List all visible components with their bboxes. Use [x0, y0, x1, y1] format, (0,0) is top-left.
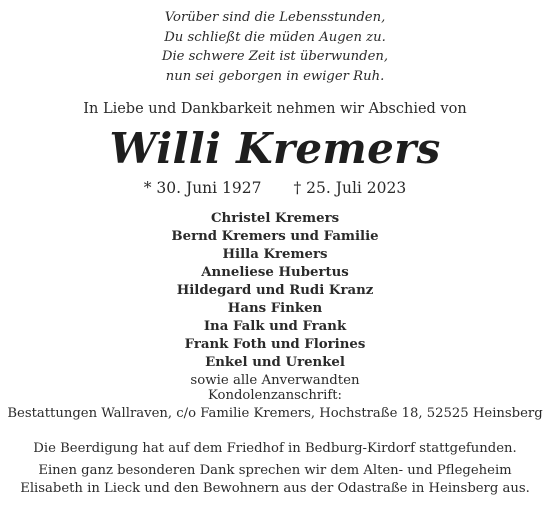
- mourner-name: Christel Kremers: [210, 211, 340, 226]
- memorial-poem: [0, 8, 550, 86]
- mourner-name: Hans Finken: [227, 301, 323, 316]
- condolence-address: Bestattungen Wallraven, c/o Familie Kremers, Hochstraße 18, 52525 Heinsberg: [7, 406, 543, 421]
- poem-line: Du schließt die müden Augen zu.: [164, 29, 386, 45]
- funeral-text: Die Beerdigung hat auf dem Friedhof in Bedburg-Kirdorf stattgefunden.: [33, 441, 517, 456]
- thanks-note: [0, 462, 550, 498]
- thanks-line: Einen ganz besonderen Dank sprechen wir dem Alten- und Pflegeheim: [38, 463, 512, 478]
- poem-line: Vorüber sind die Lebensstunden,: [164, 10, 386, 25]
- thanks-line: Elisabeth in Lieck und den Bewohnern aus der Odastraße in Heinsberg aus.: [20, 481, 530, 496]
- mourner-name: Hildegard und Rudi Kranz: [176, 283, 374, 298]
- life-dates: [0, 178, 550, 198]
- mourner-name: Anneliese Hubertus: [201, 265, 349, 280]
- mourner-name: Frank Foth und Florines: [184, 337, 366, 352]
- deceased-name: Willi Kremers: [109, 124, 441, 173]
- farewell-intro: In Liebe und Dankbarkeit nehmen wir Abschied von: [83, 101, 467, 117]
- condolence-address-block: [0, 387, 550, 423]
- mourner-name: Bernd Kremers und Familie: [171, 229, 379, 244]
- funeral-note: [0, 440, 550, 458]
- death-date: † 25. Juli 2023: [293, 179, 407, 197]
- mourner-name: Enkel und Urenkel: [205, 355, 345, 370]
- mourners-list: [0, 210, 550, 390]
- condolence-label: Kondolenzanschrift:: [208, 388, 342, 403]
- poem-line: Die schwere Zeit ist überwunden,: [161, 49, 389, 65]
- mourner-name: Ina Falk und Frank: [203, 319, 347, 334]
- birth-date: * 30. Juni 1927: [143, 179, 262, 197]
- relatives-note: sowie alle Anverwandten: [190, 373, 360, 388]
- mourner-name: Hilla Kremers: [222, 247, 328, 262]
- poem-line: nun sei geborgen in ewiger Ruh.: [165, 68, 385, 84]
